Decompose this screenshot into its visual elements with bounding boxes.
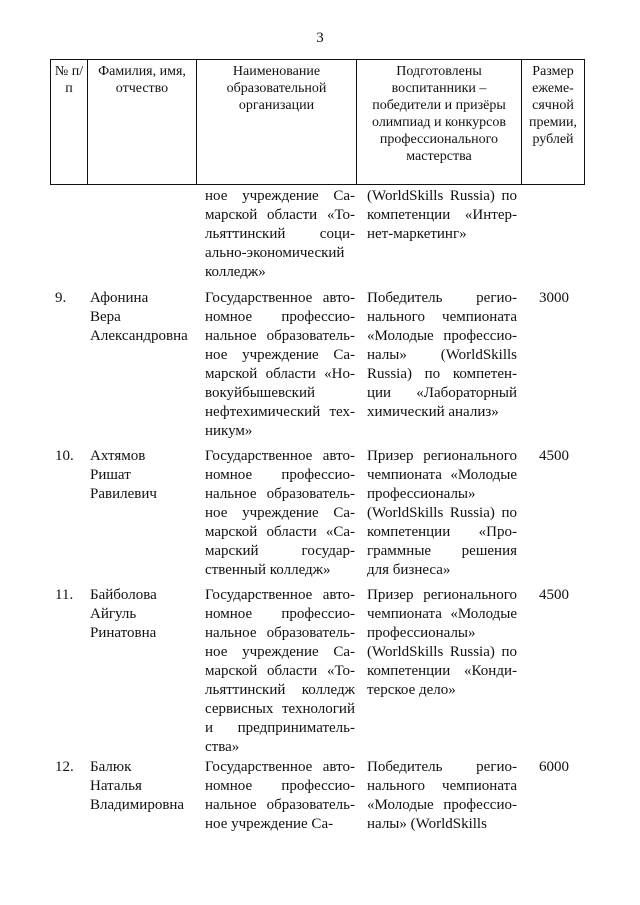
row-org xyxy=(205,586,355,757)
text-line: химический анализ» xyxy=(367,404,499,420)
row-achievement xyxy=(367,586,517,700)
text-line: номное профессио- xyxy=(205,778,355,794)
text-line: Афонина xyxy=(90,290,149,306)
row-name xyxy=(90,447,198,504)
text-line: и предприниматель- xyxy=(205,720,355,736)
text-line: Байболова xyxy=(90,587,157,603)
row-number: 12. xyxy=(55,759,74,775)
row-achievement xyxy=(367,447,517,580)
row-number: 10. xyxy=(55,448,74,464)
text-line: нефтехимический тех- xyxy=(205,404,355,420)
row-achievement xyxy=(367,289,517,422)
text-line: Государственное авто- xyxy=(205,759,355,775)
table-header xyxy=(50,59,585,185)
text-line: вокуйбышевский xyxy=(205,385,315,401)
text-line: «Молодые профессио- xyxy=(367,328,517,344)
text-line: ное учреждение Са- xyxy=(205,816,334,832)
text-line: Ришат xyxy=(90,467,131,483)
text-line: профессионалы» xyxy=(367,625,476,641)
text-line: ально-экономический xyxy=(205,245,345,261)
text-line: нет-маркетинг» xyxy=(367,226,467,242)
text-line: Ахтямов xyxy=(90,448,146,464)
text-line: Призер регионального xyxy=(367,587,517,603)
text-line: ции «Лабораторный xyxy=(367,385,517,401)
text-line: Айгуль xyxy=(90,606,137,622)
text-line: граммные решения xyxy=(367,543,517,559)
text-line: для бизнеса» xyxy=(367,562,451,578)
text-line: чемпионата «Молодые xyxy=(367,467,517,483)
text-line: сервисных технологий xyxy=(205,701,355,717)
text-line: марской области «То- xyxy=(205,207,355,223)
row-prize: 6000 xyxy=(539,759,569,775)
text-line: компетенции «Про- xyxy=(367,524,517,540)
text-line: Государственное авто- xyxy=(205,290,355,306)
row-name xyxy=(90,586,198,643)
text-line: налы» (WorldSkills xyxy=(367,347,517,363)
text-line: терское дело» xyxy=(367,682,456,698)
row-prize: 4500 xyxy=(539,448,569,464)
text-line: колледж» xyxy=(205,264,266,280)
header-prize: Размер ежеме- сячной премии, рублей xyxy=(522,60,585,185)
text-line: нального чемпионата xyxy=(367,309,517,325)
text-line: номное профессио- xyxy=(205,606,355,622)
text-line: профессионалы» xyxy=(367,486,476,502)
text-line: нальное образователь- xyxy=(205,797,355,813)
text-line: никум» xyxy=(205,423,253,439)
text-line: Владимировна xyxy=(90,797,185,813)
page-number: 3 xyxy=(316,30,324,46)
text-line: ное учреждение Са- xyxy=(205,347,355,363)
text-line: ственный колледж» xyxy=(205,562,331,578)
text-line: Призер регионального xyxy=(367,448,517,464)
row-prize: 4500 xyxy=(539,587,569,603)
text-line: Победитель регио- xyxy=(367,290,517,306)
row-org xyxy=(205,289,355,441)
text-line: компетенции «Интер- xyxy=(367,207,517,223)
text-line: Александровна xyxy=(90,328,188,344)
continuation-achievement xyxy=(367,187,517,244)
row-number: 9. xyxy=(55,290,67,306)
text-line: марской области «Но- xyxy=(205,366,355,382)
row-name xyxy=(90,289,198,346)
row-org xyxy=(205,758,355,834)
row-prize: 3000 xyxy=(539,290,569,306)
text-line: Государственное авто- xyxy=(205,587,355,603)
text-line: Победитель регио- xyxy=(367,759,517,775)
header-org: Наименование образовательной организации xyxy=(197,60,357,185)
header-num: № п/п xyxy=(51,60,88,185)
text-line: льяттинский колледж xyxy=(205,682,355,698)
text-line: марский государ- xyxy=(205,543,355,559)
text-line: нальное образователь- xyxy=(205,486,355,502)
row-achievement xyxy=(367,758,517,834)
text-line: Наталья xyxy=(90,778,142,794)
text-line: (WorldSkills Russia) по xyxy=(367,644,517,660)
text-line: «Молодые профессио- xyxy=(367,797,517,813)
text-line: налы» (WorldSkills xyxy=(367,816,487,832)
text-line: марской области «То- xyxy=(205,663,355,679)
text-line: (WorldSkills Russia) по xyxy=(367,188,517,204)
continuation-org xyxy=(205,187,355,282)
header-name: Фамилия, имя, отчество xyxy=(88,60,197,185)
text-line: номное профессио- xyxy=(205,309,355,325)
text-line: Ринатовна xyxy=(90,625,157,641)
row-org xyxy=(205,447,355,580)
text-line: Государственное авто- xyxy=(205,448,355,464)
text-line: Вера xyxy=(90,309,121,325)
row-name xyxy=(90,758,198,815)
text-line: ства» xyxy=(205,739,240,755)
text-line: ное учреждение Са- xyxy=(205,644,355,660)
text-line: льяттинский соци- xyxy=(205,226,355,242)
text-line: марской области «Са- xyxy=(205,524,355,540)
text-line: ное учреждение Са- xyxy=(205,505,355,521)
text-line: нального чемпионата xyxy=(367,778,517,794)
text-line: Балюк xyxy=(90,759,132,775)
text-line: Russia) по компетен- xyxy=(367,366,517,382)
text-line: нальное образователь- xyxy=(205,625,355,641)
text-line: чемпионата «Молодые xyxy=(367,606,517,622)
text-line: Равилевич xyxy=(90,486,157,502)
text-line: (WorldSkills Russia) по xyxy=(367,505,517,521)
row-number: 11. xyxy=(55,587,74,603)
text-line: ное учреждение Са- xyxy=(205,188,355,204)
text-line: номное профессио- xyxy=(205,467,355,483)
header-achievement: Подготовлены воспитанники – победители и призёры олимпиад и конкурсов профессионального мастерства xyxy=(357,60,522,185)
text-line: нальное образователь- xyxy=(205,328,355,344)
text-line: компетенции «Конди- xyxy=(367,663,517,679)
